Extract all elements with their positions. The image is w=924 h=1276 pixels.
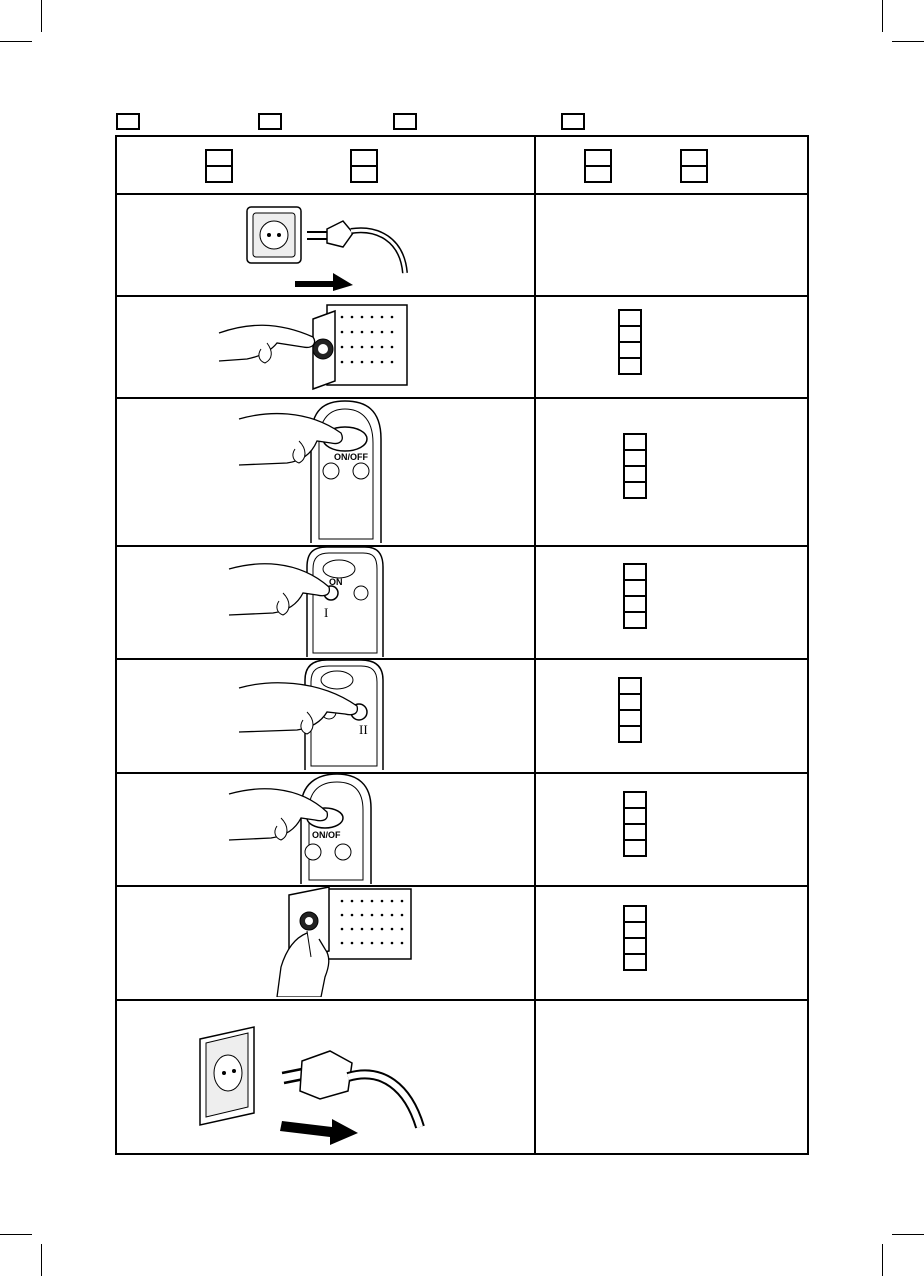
level-two-label: II [359, 722, 368, 737]
row-6-text-placeholder [623, 791, 647, 857]
crop-mark-tr-h [892, 41, 924, 42]
partial-on-label: ON [329, 577, 343, 587]
row-3-text-placeholder [623, 433, 647, 499]
row-7-text-placeholder [623, 905, 647, 971]
level-one-press-illustration [217, 547, 387, 657]
crop-mark-tl-h [0, 41, 32, 42]
row-divider [117, 885, 807, 887]
title-placeholder-box-1 [116, 113, 140, 130]
title-placeholder-box-3 [393, 113, 417, 130]
crop-mark-br-v [882, 1244, 883, 1276]
knob-release-illustration [267, 887, 417, 997]
on-off-label: ON/OFF [334, 452, 368, 462]
on-off-press-again-illustration [217, 774, 387, 884]
level-two-press-illustration [237, 660, 387, 770]
header-placeholder-right-2 [680, 149, 708, 183]
crop-mark-tr-v [882, 0, 883, 32]
header-placeholder-right-1 [584, 149, 612, 183]
row-4-text-placeholder [623, 563, 647, 629]
row-divider [117, 658, 807, 660]
on-off-press-illustration [237, 399, 407, 543]
crop-mark-bl-v [41, 1244, 42, 1276]
crop-mark-br-h [892, 1234, 924, 1235]
title-placeholder-box-2 [258, 113, 282, 130]
row-2-text-placeholder [618, 309, 642, 375]
plug-remove-illustration [192, 1007, 432, 1147]
knob-press-illustration [217, 297, 417, 395]
plug-insert-illustration [237, 199, 417, 291]
crop-mark-bl-h [0, 1234, 32, 1235]
row-divider [117, 193, 807, 195]
row-divider [117, 999, 807, 1001]
level-one-label: I [324, 605, 329, 620]
crop-mark-tl-v [41, 0, 42, 32]
on-off-label-second: ON/OF [312, 830, 341, 840]
title-placeholder-box-4 [561, 113, 585, 130]
instruction-table [115, 135, 809, 1155]
header-placeholder-left-2 [350, 149, 378, 183]
row-divider [117, 397, 807, 399]
header-placeholder-left-1 [205, 149, 233, 183]
row-5-text-placeholder [618, 677, 642, 743]
